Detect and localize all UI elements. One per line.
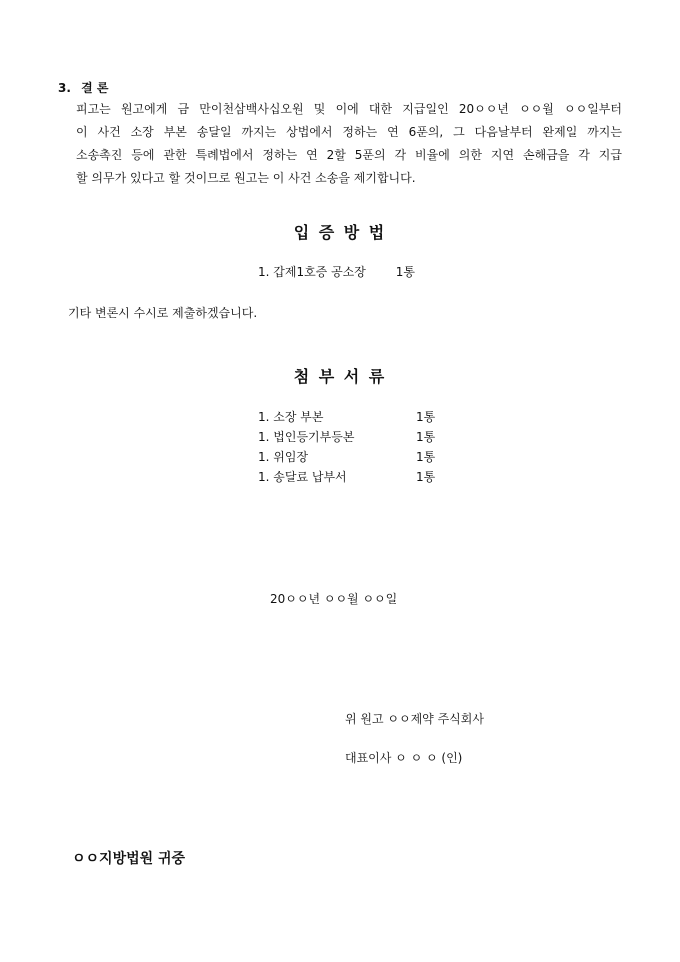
attachment-label: 1. 법인등기부등본 xyxy=(258,430,355,444)
conclusion-line: 할 의무가 있다고 할 것이므로 원고는 이 사건 소송을 제기합니다. xyxy=(76,171,416,185)
document-date: 20ㅇㅇ년 ㅇㅇ월 ㅇㅇ일 xyxy=(270,592,398,606)
list-item xyxy=(258,407,458,427)
attachment-label: 1. 위임장 xyxy=(258,450,309,464)
attachments-heading: 첨 부 서 류 xyxy=(293,367,387,386)
conclusion-line: 피고는 원고에게 금 만이천삼백사십오원 및 이에 대한 지급일인 20ㅇㅇ년 ㅇㅇ월 ㅇㅇ일부터 xyxy=(76,102,622,116)
conclusion-number: 3. xyxy=(58,81,71,95)
conclusion-body xyxy=(76,98,622,190)
conclusion-line: 이 사건 소장 부본 송달일 까지는 상법에서 정하는 연 6푼의, 그 다음날부터 완제일 까지는 xyxy=(76,125,622,139)
list-item xyxy=(258,467,458,487)
evidence-item-label: 1. 갑제1호증 공소장 xyxy=(258,265,366,279)
court-addressee: ㅇㅇ지방법원 귀중 xyxy=(72,851,186,867)
evidence-heading: 입 증 방 법 xyxy=(293,223,387,242)
attachments-list xyxy=(258,407,458,487)
list-item xyxy=(258,427,458,447)
attachment-count: 1통 xyxy=(416,430,436,444)
representative-name: 대표이사 ㅇ ㅇ ㅇ (인) xyxy=(345,751,463,765)
attachment-label: 1. 송달료 납부서 xyxy=(258,470,347,484)
conclusion-title: 결 론 xyxy=(81,81,109,95)
attachment-label: 1. 소장 부본 xyxy=(258,410,324,424)
attachment-count: 1통 xyxy=(416,450,436,464)
conclusion-line: 소송촉진 등에 관한 특례법에서 정하는 연 2할 5푼의 각 비율에 의한 지연 손해금을 각 지급 xyxy=(76,148,622,162)
plaintiff-name: 위 원고 ㅇㅇ제약 주식회사 xyxy=(345,712,484,726)
evidence-item xyxy=(258,262,415,282)
list-item xyxy=(258,447,458,467)
attachment-count: 1통 xyxy=(416,410,436,424)
evidence-other-note: 기타 변론시 수시로 제출하겠습니다. xyxy=(68,306,258,320)
attachment-count: 1통 xyxy=(416,470,436,484)
conclusion-heading xyxy=(58,78,108,98)
evidence-item-count: 1통 xyxy=(395,265,415,279)
